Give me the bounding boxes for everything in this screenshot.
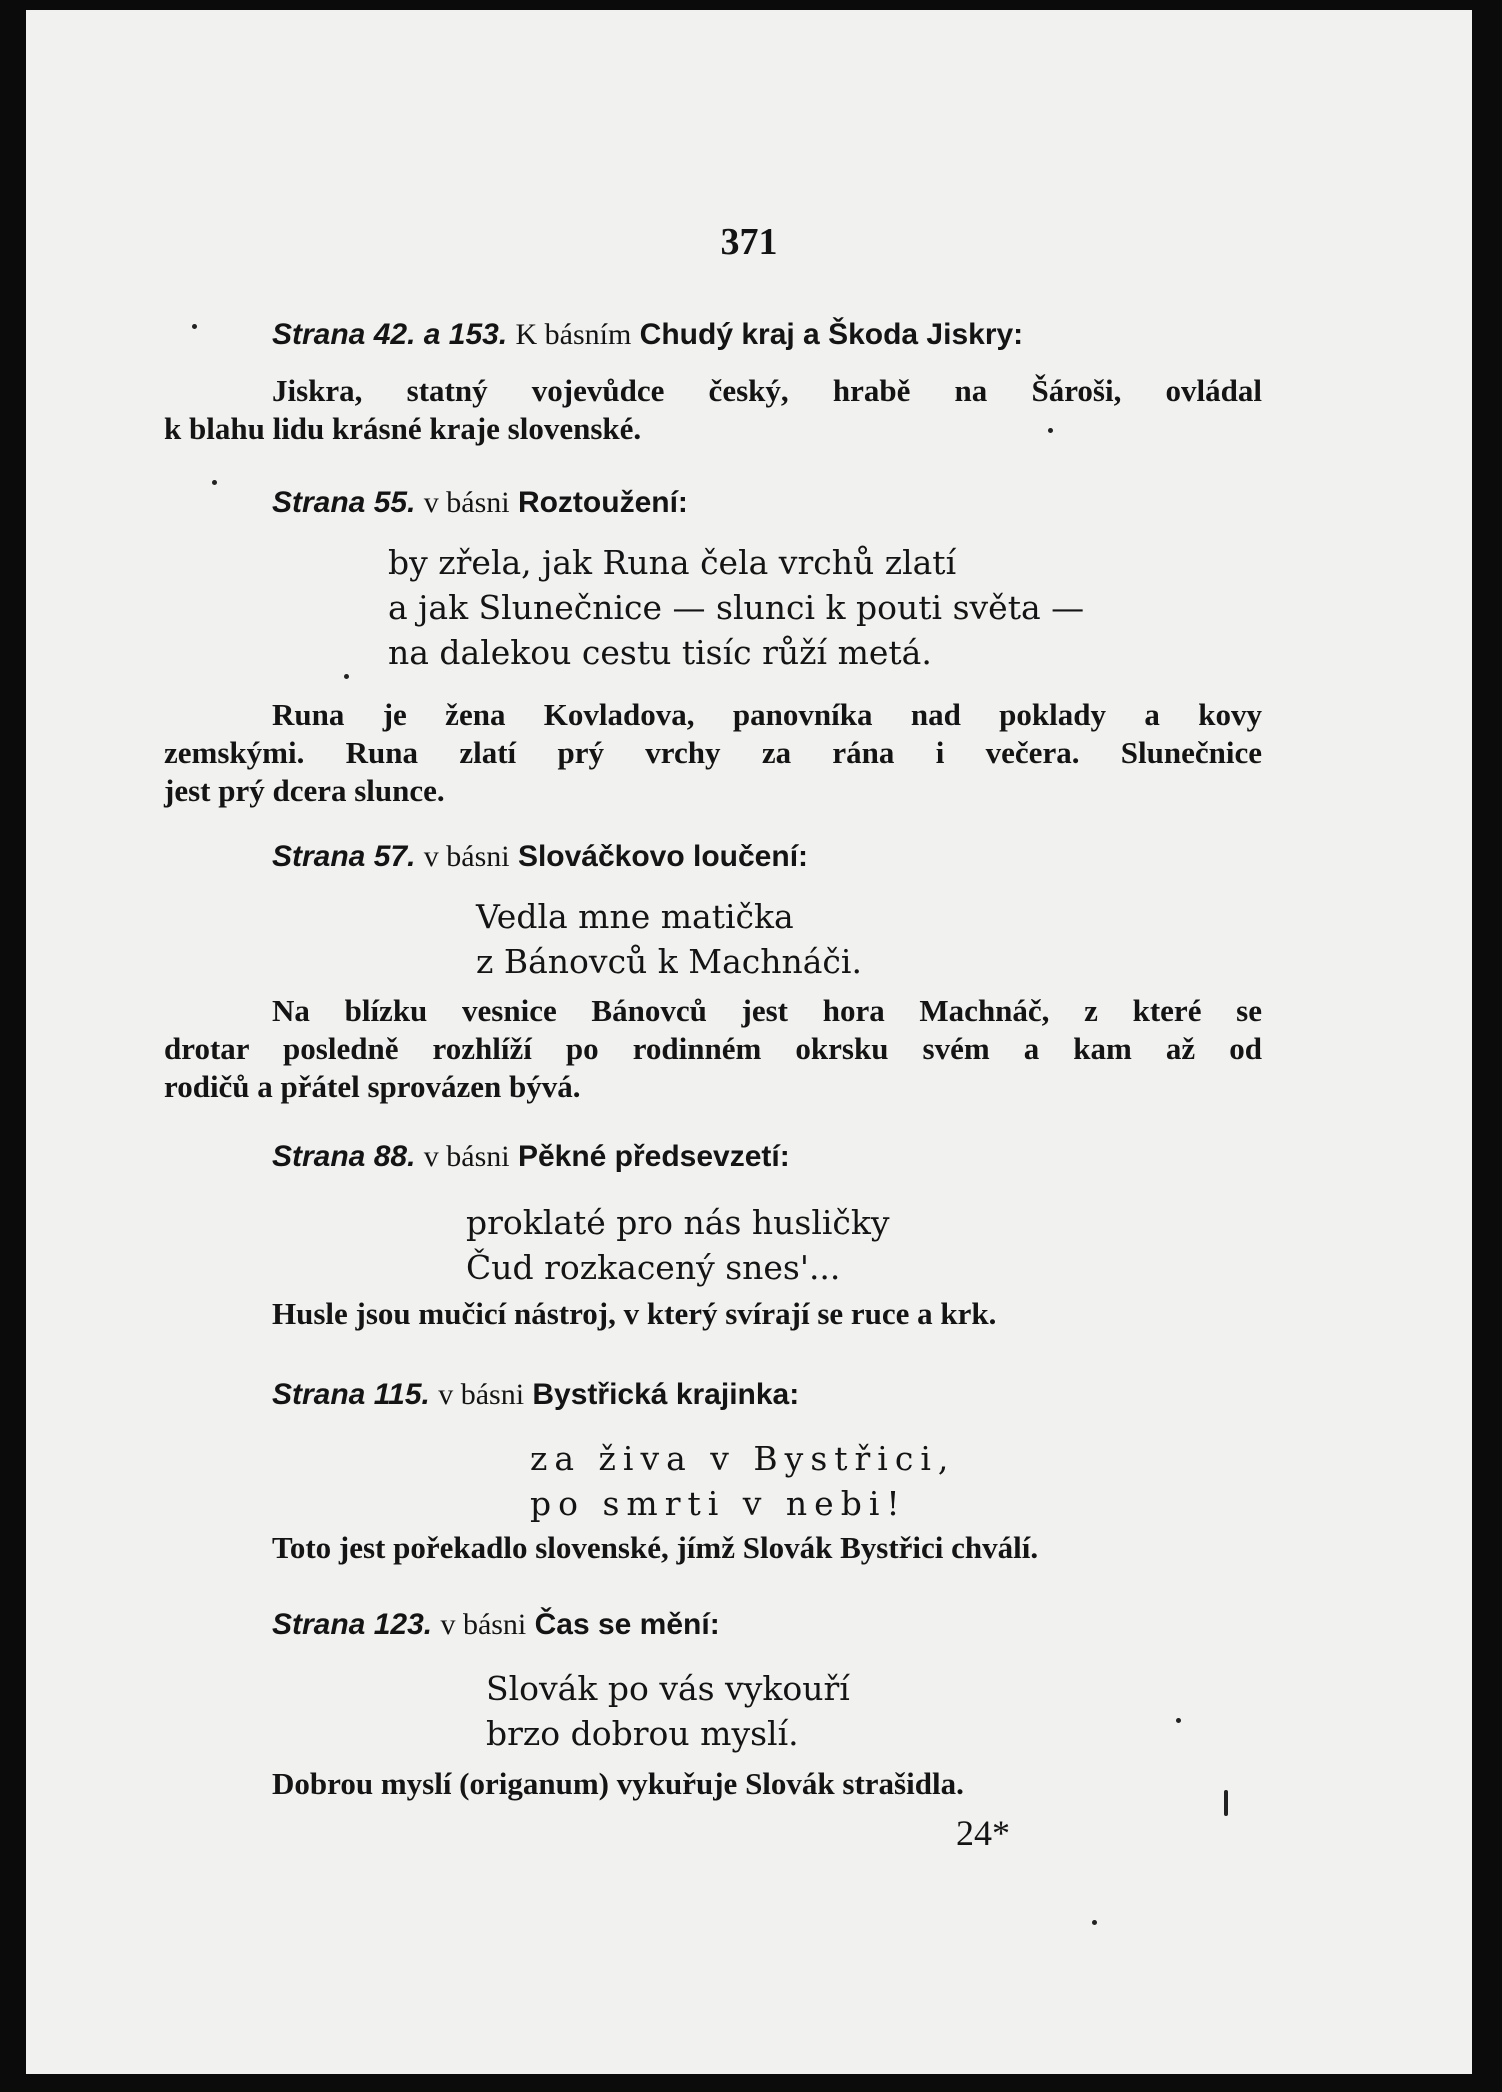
note-line: Na blízku vesnice Bánovců jest hora Machnáč, z které se — [272, 993, 1262, 1028]
verse-line: za živa v Bystřici, — [530, 1439, 956, 1478]
page-reference: Strana 55. — [272, 486, 416, 519]
page-reference: Strana 57. — [272, 840, 416, 873]
page-number: 371 — [720, 221, 778, 263]
note-line: k blahu lidu krásné kraje slovenské. — [164, 411, 642, 446]
poem-title: Roztoužení: — [517, 486, 688, 519]
poem-title: Chudý kraj a Škoda Jiskry: — [639, 318, 1024, 351]
verse-line: by zřela, jak Runa čela vrchů zlatí — [388, 543, 957, 582]
signature-mark: 24* — [956, 1813, 1010, 1853]
verse-line: po smrti v nebi! — [530, 1484, 907, 1523]
section-heading — [272, 486, 688, 520]
verse-line: Čud rozkacený snes'... — [466, 1248, 841, 1287]
verse-line: a jak Slunečnice — slunci k pouti světa — — [388, 588, 1085, 627]
note-line: Dobrou myslí (origanum) vykuřuje Slovák strašidla. — [272, 1766, 964, 1801]
section-heading — [272, 1140, 790, 1174]
verse-line: na dalekou cestu tisíc růží metá. — [388, 633, 932, 672]
note-line: Husle jsou mučicí nástroj, v který svírají se ruce a krk. — [272, 1296, 997, 1331]
heading-intro: v básni — [438, 1378, 525, 1411]
scan-speck — [344, 674, 349, 679]
verse-line: brzo dobrou myslí. — [486, 1714, 799, 1753]
note-paragraph — [164, 372, 1262, 448]
heading-intro: v básni — [423, 486, 510, 519]
note-line: Toto jest pořekadlo slovenské, jímž Slovák Bystřici chválí. — [272, 1530, 1039, 1565]
verse-quote — [530, 1436, 955, 1526]
section-heading — [272, 318, 1023, 352]
scan-speck — [1176, 1718, 1181, 1723]
note-paragraph — [164, 696, 1262, 810]
verse-quote — [466, 1200, 890, 1290]
poem-title: Slováčkovo loučení: — [517, 840, 809, 873]
page-reference: Strana 88. — [272, 1140, 416, 1173]
poem-title: Čas se mění: — [534, 1608, 720, 1641]
verse-quote — [476, 894, 862, 984]
poem-title: Bystřická krajinka: — [532, 1378, 800, 1411]
scan-speck — [212, 480, 217, 485]
book-page — [26, 10, 1472, 2074]
poem-title: Pěkné předsevzetí: — [517, 1140, 790, 1173]
verse-line: z Bánovců k Machnáči. — [476, 942, 862, 981]
verse-quote — [486, 1666, 850, 1756]
verse-line: proklaté pro nás husličky — [466, 1203, 890, 1242]
section-heading — [272, 840, 808, 874]
scan-speck — [1048, 428, 1053, 433]
heading-intro: v básni — [423, 840, 510, 873]
note-line: Runa je žena Kovladova, panovníka nad poklady a kovy — [272, 697, 1262, 732]
verse-quote — [388, 540, 1084, 675]
heading-intro: v básni — [423, 1140, 510, 1173]
scan-speck — [1092, 1920, 1097, 1925]
section-heading — [272, 1378, 799, 1412]
scan-speck — [1224, 1790, 1228, 1816]
page-reference: Strana 115. — [272, 1378, 430, 1411]
note-paragraph — [164, 992, 1262, 1106]
heading-intro: K básním — [515, 318, 632, 351]
page-reference: Strana 123. — [272, 1608, 433, 1641]
page-reference: Strana 42. a 153. — [272, 318, 508, 351]
note-line: Jiskra, statný vojevůdce český, hrabě na Šároši, ovládal — [272, 373, 1262, 408]
section-heading — [272, 1608, 720, 1642]
note-line: jest prý dcera slunce. — [164, 773, 445, 808]
verse-line: Slovák po vás vykouří — [486, 1669, 850, 1708]
heading-intro: v básni — [440, 1608, 527, 1641]
note-line: rodičů a přátel sprovázen bývá. — [164, 1069, 581, 1104]
scan-speck — [192, 324, 197, 329]
note-line: zemskými. Runa zlatí prý vrchy za rána i večera. Slunečnice — [164, 735, 1262, 770]
note-line: drotar posledně rozhlíží po rodinném okrsku svém a kam až od — [164, 1031, 1262, 1066]
verse-line: Vedla mne matička — [476, 897, 794, 936]
